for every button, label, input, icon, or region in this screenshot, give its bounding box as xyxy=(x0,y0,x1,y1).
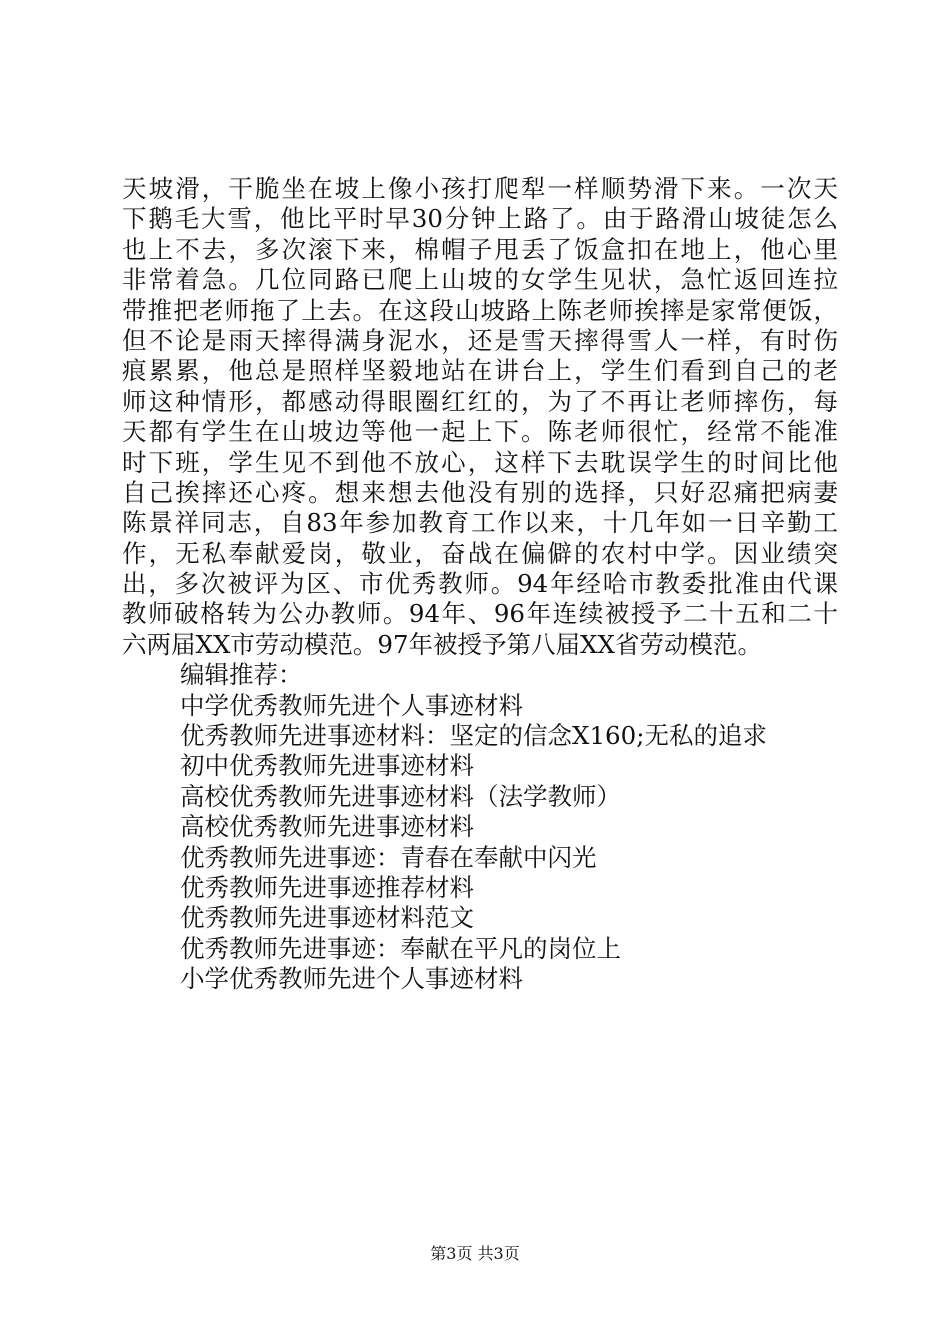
paragraph-line: 作，无私奉献爱岗，敬业，奋战在偏僻的农村中学。因业绩突 xyxy=(122,538,838,568)
recommend-link[interactable]: 优秀教师先进事迹：奉献在平凡的岗位上 xyxy=(180,933,621,963)
recommend-link[interactable]: 中学优秀教师先进个人事迹材料 xyxy=(180,690,523,720)
recommend-link[interactable]: 小学优秀教师先进个人事迹材料 xyxy=(180,964,523,994)
recommend-link[interactable]: 优秀教师先进事迹材料：坚定的信念X160;无私的追求 xyxy=(180,721,767,751)
paragraph-line: 六两届XX市劳动模范。97年被授予第八届XX省劳动模范。 xyxy=(122,629,762,659)
paragraph-line: 天都有学生在山坡边等他一起上下。陈老师很忙，经常不能准 xyxy=(122,417,838,447)
paragraph-line: 带推把老师拖了上去。在这段山坡路上陈老师挨摔是家常便饭， xyxy=(122,295,838,325)
recommend-link[interactable]: 高校优秀教师先进事迹材料 xyxy=(180,812,474,842)
recommend-link[interactable]: 初中优秀教师先进事迹材料 xyxy=(180,751,474,781)
recommend-link[interactable]: 优秀教师先进事迹推荐材料 xyxy=(180,872,474,902)
recommend-link[interactable]: 高校优秀教师先进事迹材料（法学教师） xyxy=(180,781,621,811)
paragraph-line: 非常着急。几位同路已爬上山坡的女学生见状，急忙返回连拉 xyxy=(122,265,838,295)
recommend-link[interactable]: 优秀教师先进事迹材料范文 xyxy=(180,903,474,933)
paragraph-line: 痕累累，他总是照样坚毅地站在讲台上，学生们看到自己的老 xyxy=(122,356,838,386)
page-number-footer: 第3页 共3页 xyxy=(430,1244,520,1263)
paragraph-line: 下鹅毛大雪，他比平时早30分钟上路了。由于路滑山坡徒怎么 xyxy=(122,204,838,234)
paragraph-line: 陈景祥同志，自83年参加教育工作以来，十几年如一日辛勤工 xyxy=(122,508,838,538)
paragraph-line: 自己挨摔还心疼。想来想去他没有别的选择，只好忍痛把病妻 xyxy=(122,477,838,507)
document-body xyxy=(122,174,838,995)
paragraph-line: 师这种情形，都感动得眼圈红红的，为了不再让老师摔伤，每 xyxy=(122,386,838,416)
recommend-link[interactable]: 优秀教师先进事迹：青春在奉献中闪光 xyxy=(180,842,597,872)
paragraph-line: 但不论是雨天摔得满身泥水，还是雪天摔得雪人一样，有时伤 xyxy=(122,325,838,355)
paragraph-line: 出，多次被评为区、市优秀教师。94年经哈市教委批准由代课 xyxy=(122,569,838,599)
paragraph-line: 教师破格转为公办教师。94年、96年连续被授予二十五和二十 xyxy=(122,599,838,629)
paragraph-line: 天坡滑，干脆坐在坡上像小孩打爬犁一样顺势滑下来。一次天 xyxy=(122,174,838,203)
paragraph-line: 也上不去，多次滚下来，棉帽子甩丢了饭盒扣在地上，他心里 xyxy=(122,234,838,264)
recommend-label: 编辑推荐： xyxy=(180,660,303,690)
paragraph-line: 时下班，学生见不到他不放心，这样下去耽误学生的时间比他 xyxy=(122,447,838,477)
